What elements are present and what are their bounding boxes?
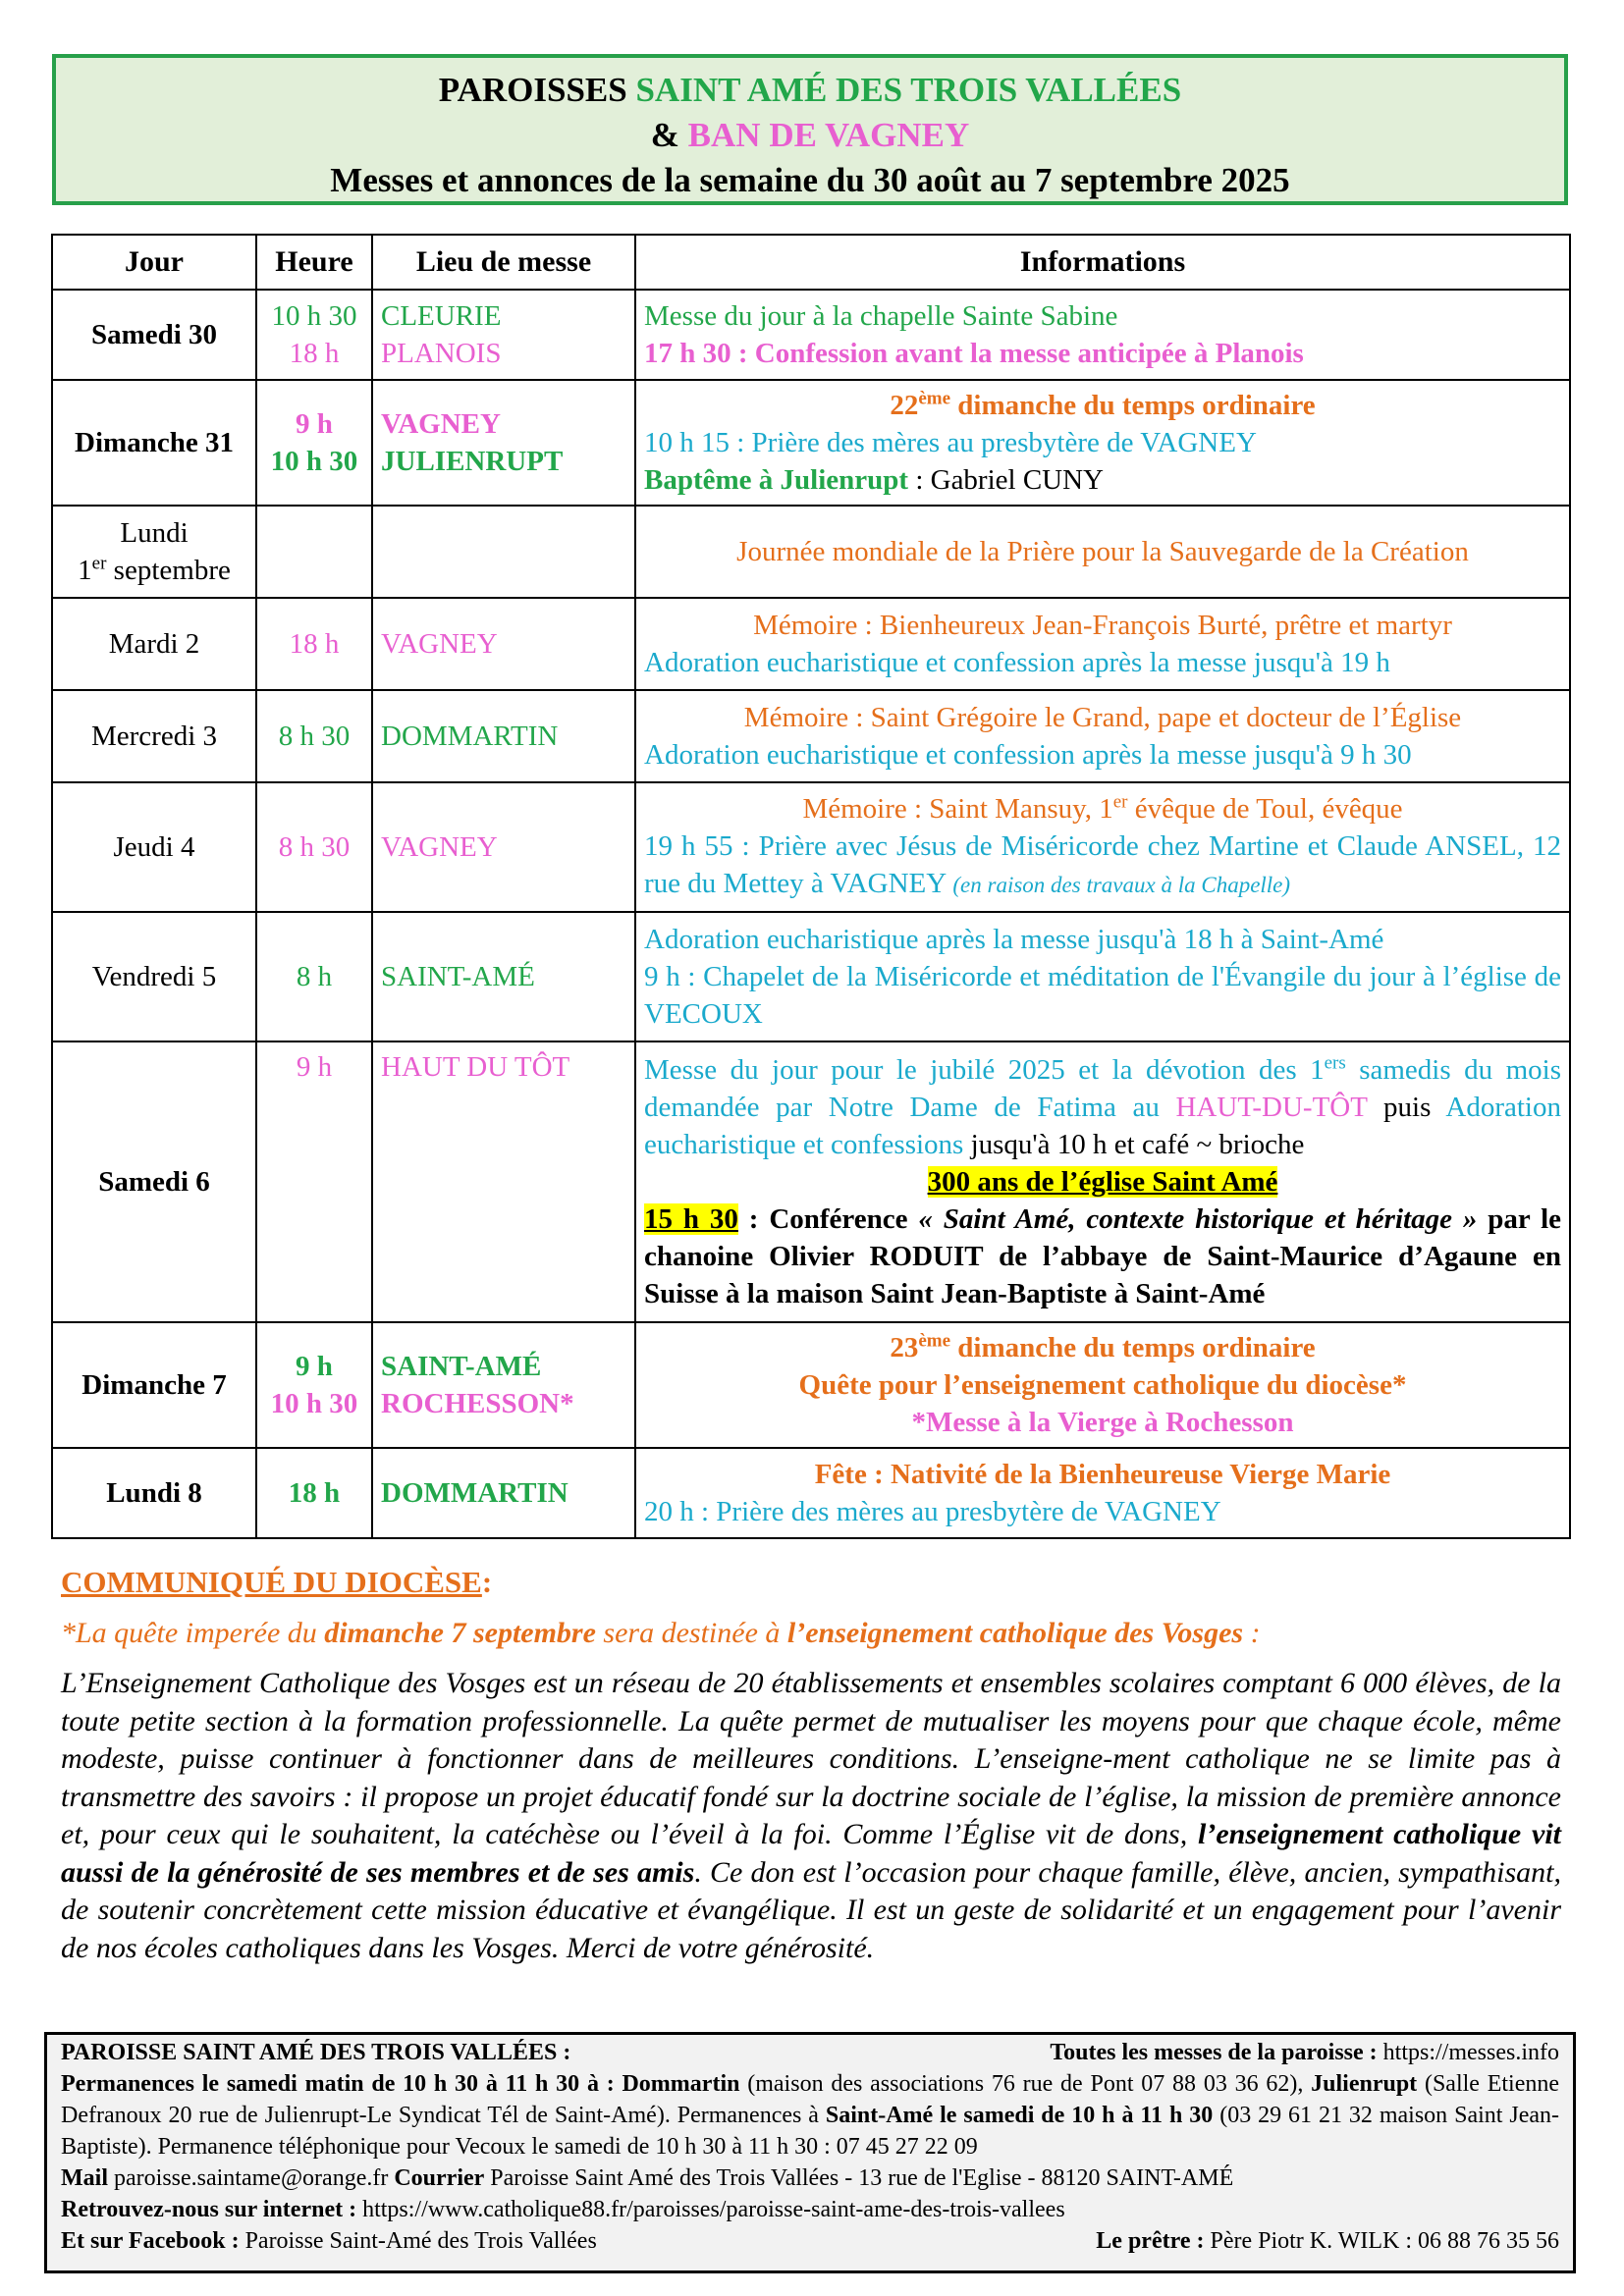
place-value: VAGNEY [372,598,635,690]
day-cell: Lundi 8 [52,1448,256,1538]
info-line: Quête pour l’enseignement catholique du diocèse* [798,1369,1407,1401]
place-value: VAGNEY [372,782,635,912]
parish-footer [44,2032,1576,2273]
diocese-communique [61,1563,1561,1967]
place-value: JULIENRUPT [381,446,564,477]
header-line-1: PAROISSES SAINT AMÉ DES TROIS VALLÉES [438,71,1182,109]
info-line: Adoration eucharistique après la messe jusqu'à 18 h à Saint-Amé [644,924,1384,955]
footer-website: Retrouvez-nous sur internet : https://www.catholique88.fr/paroisses/paroisse-saint-ame-des-trois-vallees [61,2197,1065,2222]
time-value: 8 h 30 [256,782,372,912]
table-row [52,1322,1570,1448]
place-value: HAUT DU TÔT [372,1041,635,1322]
table-row [52,782,1570,912]
time-value: 9 h [256,1041,372,1322]
info-line: Mémoire : Saint Grégoire le Grand, pape et docteur de l’Église [743,702,1462,733]
info-line: 23ème dimanche du temps ordinaire [890,1330,1316,1363]
time-value: 18 h [289,338,340,369]
info-line: Journée mondiale de la Prière pour la Sauvegarde de la Création [635,506,1570,598]
time-value: 9 h [296,1351,333,1382]
info-line: 22ème dimanche du temps ordinaire [890,388,1316,421]
communique-lead: *La quête imperée du dimanche 7 septembre sera destinée à l’enseignement catholique des Vosges : [61,1617,1261,1649]
time-value: 10 h 30 [270,1388,358,1419]
table-row [52,912,1570,1041]
time-value: 8 h [256,912,372,1041]
info-line: 9 h : Chapelet de la Miséricorde et méditation de l'Évangile du jour à l’église de VECOUX [644,961,1561,1030]
email-link[interactable]: paroisse.saintame@orange.fr [108,2165,395,2191]
day-cell: Dimanche 7 [52,1322,256,1448]
communique-title: COMMUNIQUÉ DU DIOCÈSE: [61,1565,493,1599]
table-row [52,1448,1570,1538]
footer-row: PAROISSE SAINT AMÉ DES TROIS VALLÉES : Toutes les messes de la paroisse : https://messes.info [61,2040,1559,2065]
day-cell: Samedi 6 [52,1041,256,1322]
day-cell: Jeudi 4 [52,782,256,912]
day-cell: Mardi 2 [52,598,256,690]
day-cell: Vendredi 5 [52,912,256,1041]
header-line-2: & BAN DE VAGNEY [650,116,970,154]
time-value: 8 h 30 [256,690,372,782]
footer-permanences: Permanences le samedi matin de 10 h 30 à 11 h 30 à : Dommartin (maison des associations 76 rue de Pont 07 88 03 36 62), Julienrupt (Salle Etienne Defranoux 20 rue de Julienrupt-Le Syndicat Tél de Saint-Amé). Permanences à Saint-Amé le samedi de 10 h à 11 h 30 (03 29 61 21 32 maison Saint Jean-Baptiste). Permanence téléphonique pour Vecoux le samedi de 10 h 30 à 11 h 30 : 07 45 27 22 09 [61,2071,1560,2160]
place-value: VAGNEY [381,408,501,440]
schedule-table [51,234,1571,1539]
info-line: Fête : Nativité de la Bienheureuse Vierge Marie [814,1459,1391,1490]
place-value: DOMMARTIN [372,690,635,782]
time-value: 18 h [256,1448,372,1538]
table-row [52,1041,1570,1322]
info-paragraph: Messe du jour pour le jubilé 2025 et la dévotion des 1ers samedis du mois demandée par Notre Dame de Fatima au HAUT-DU-TÔT puis Adoration eucharistique et confessions jusqu'à 10 h et café ~ brioche [644,1052,1561,1160]
table-row [52,290,1570,380]
table-row [52,690,1570,782]
info-line: Baptême à Julienrupt : Gabriel CUNY [644,464,1104,496]
place-value: PLANOIS [381,338,502,369]
table-header-row [52,235,1570,290]
place-value: CLEURIE [381,300,502,332]
time-value: 10 h 30 [270,446,358,477]
info-line: 10 h 15 : Prière des mères au presbytère de VAGNEY [644,427,1257,458]
info-line: Mémoire : Saint Mansuy, 1er évêque de Toul, évêque [802,791,1403,825]
highlight-anniversary: 300 ans de l’église Saint Amé [927,1166,1278,1198]
info-line [644,1163,1561,1201]
place-value: ROCHESSON* [381,1388,574,1419]
info-line: 19 h 55 : Prière avec Jésus de Miséricorde chez Martine et Claude ANSEL, 12 rue du Mettey à VAGNEY (en raison des travaux à la Chapelle) [644,830,1561,899]
parish-name-ban-de-vagney: BAN DE VAGNEY [687,116,970,154]
col-jour: Jour [52,235,256,290]
day-cell: Lundi 1er septembre [52,506,256,598]
footer-contact: Mail paroisse.saintame@orange.fr Courrier Paroisse Saint Amé des Trois Vallées - 13 rue de l'Eglise - 88120 SAINT-AMÉ [61,2165,1234,2191]
table-row [52,506,1570,598]
place-value: DOMMARTIN [372,1448,635,1538]
day-cell: Dimanche 31 [52,380,256,506]
col-heure: Heure [256,235,372,290]
table-row [52,380,1570,506]
time-value: 9 h [296,408,333,440]
info-line: *Messe à la Vierge à Rochesson [911,1407,1294,1438]
time-value: 18 h [256,598,372,690]
place-value: SAINT-AMÉ [381,1351,542,1382]
table-row [52,598,1570,690]
col-informations: Informations [635,235,1570,290]
day-cell: Samedi 30 [52,290,256,380]
page-header [52,54,1568,205]
header-subtitle: Messes et annonces de la semaine du 30 août au 7 septembre 2025 [330,161,1290,199]
col-lieu: Lieu de messe [372,235,635,290]
info-line: Adoration eucharistique et confession après la messe jusqu'à 19 h [644,647,1390,678]
messes-info-link[interactable]: https://messes.info [1382,2040,1559,2065]
footer-row: Et sur Facebook : Paroisse Saint-Amé des Trois Vallées Le prêtre : Père Piotr K. WILK : 06 88 76 35 56 [61,2228,1559,2254]
info-line: Messe du jour à la chapelle Sainte Sabine [644,300,1118,332]
info-line: 17 h 30 : Confession avant la messe anticipée à Planois [644,338,1304,369]
website-link[interactable]: https://www.catholique88.fr/paroisses/paroisse-saint-ame-des-trois-vallees [362,2197,1065,2222]
time-value: 10 h 30 [271,300,357,332]
day-cell: Mercredi 3 [52,690,256,782]
parish-name-saint-ame: SAINT AMÉ DES TROIS VALLÉES [635,71,1182,109]
info-paragraph: 15 h 30 : Conférence « Saint Amé, contexte historique et héritage » par le chanoine Olivier RODUIT de l’abbaye de Saint-Maurice d’Agaune en Suisse à la maison Saint Jean-Baptiste à Saint-Amé [644,1203,1561,1309]
communique-body: L’Enseignement Catholique des Vosges est un réseau de 20 établissements et ensembles scolaires comptant 6 000 élèves, de la toute petite section à la formation professionnelle. La quête permet de mutualiser les moyens pour que chaque école, même modeste, puisse continuer à fonctionner dans de meilleures conditions. L’enseigne-ment catholique ne se limite pas à transmettre des savoirs : il propose un projet éducatif fondé sur la doctrine sociale de l’église, la mission de première annonce et, pour ceux qui le souhaitent, la catéchèse ou l’éveil à la foi. Comme l’Église vit de dons, l’enseignement catholique vit aussi de la générosité de ses membres et de ses amis. Ce don est l’occasion pour chaque famille, élève, ancien, sympathisant, de soutenir concrètement cette mission éducative et évangélique. Il est un geste de solidarité et un engagement pour l’avenir de nos écoles catholiques dans les Vosges. Merci de votre générosité. [61,1667,1562,1964]
info-line: Mémoire : Bienheureux Jean-François Burté, prêtre et martyr [753,610,1452,641]
info-line: Adoration eucharistique et confession après la messe jusqu'à 9 h 30 [644,739,1412,771]
place-value: SAINT-AMÉ [372,912,635,1041]
facebook-link[interactable]: Paroisse Saint-Amé des Trois Vallées [244,2228,597,2254]
info-line: 20 h : Prière des mères au presbytère de VAGNEY [644,1496,1221,1527]
